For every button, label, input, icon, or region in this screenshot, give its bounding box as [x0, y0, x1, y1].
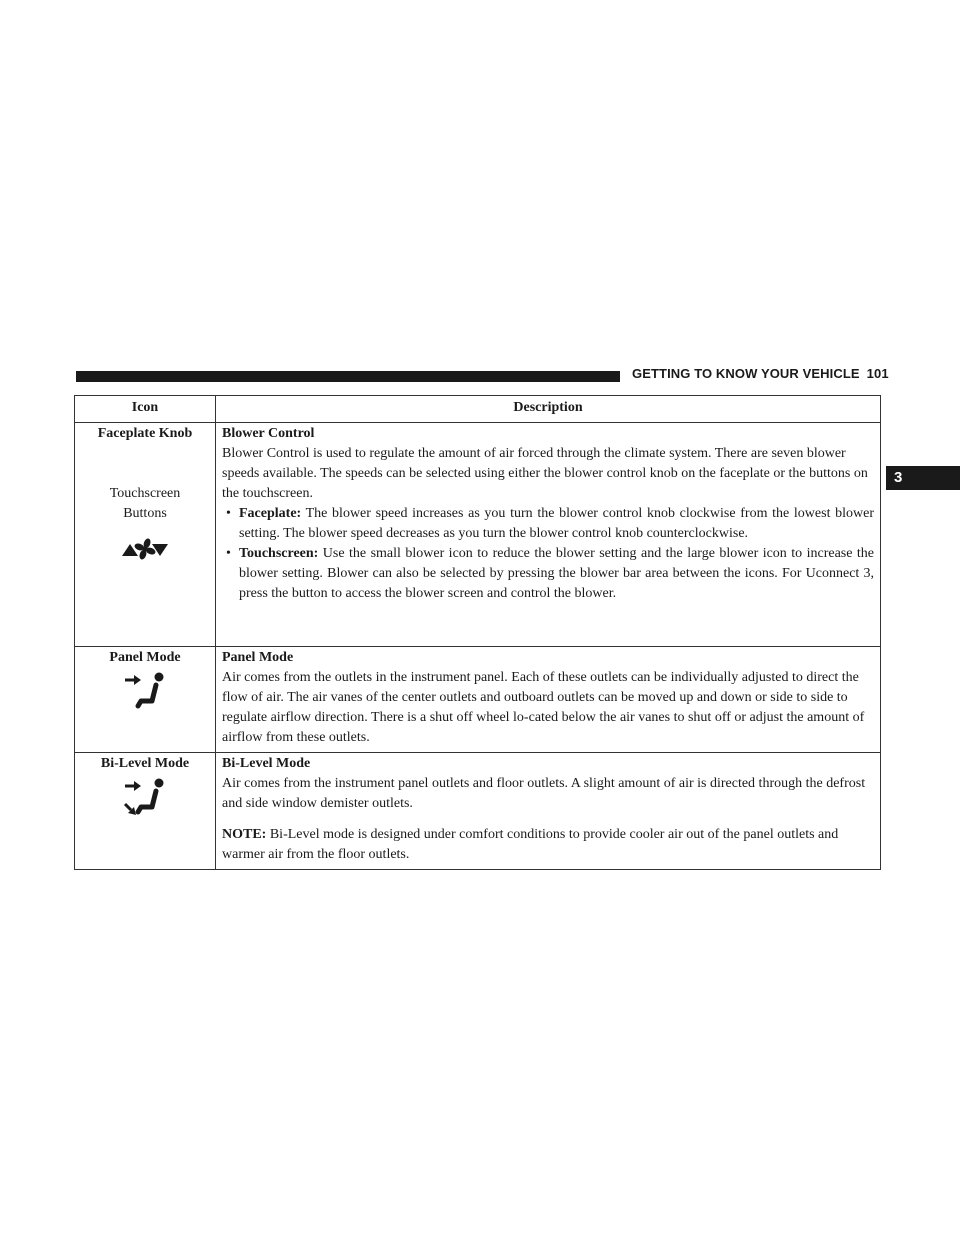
- bullet-item-faceplate: [222, 504, 874, 544]
- bullet-term: Faceplate:: [239, 506, 302, 521]
- bullet-list: [222, 504, 874, 604]
- icon-cell: [75, 647, 216, 753]
- description-body: Air comes from the instrument panel outlets and floor outlets. A slight amount of air is directed through the defrost and side window demister outlets.: [222, 776, 866, 811]
- bullet-term: Touchscreen:: [239, 546, 319, 561]
- panel-mode-icon: [119, 670, 171, 714]
- column-header-icon: Icon: [75, 396, 216, 423]
- table-header-row: [75, 396, 881, 423]
- bi-level-mode-icon: [119, 776, 171, 820]
- table-row-blower-control: [75, 423, 881, 647]
- description-title: Blower Control: [222, 426, 315, 441]
- description-intro: Blower Control is used to regulate the amount of air forced through the climate system. There are seven blower speeds available. The speeds can be selected using either the blower control knob on the faceplate or the buttons on the touchscreen.: [222, 446, 868, 501]
- description-body: Air comes from the outlets in the instrument panel. Each of these outlets can be individually adjusted to direct the flow of air. The air vanes of the center outlets and outboard outlets can be moved up and down or side to side to regulate airflow direction. There is a shut off wheel lo-cated below the air vanes to shut off or adjust the amount of airflow from these outlets.: [222, 670, 865, 745]
- header-rule-bar: [76, 371, 620, 382]
- page-number: 101: [866, 366, 889, 381]
- running-header: [632, 366, 889, 381]
- description-title: Bi-Level Mode: [222, 756, 311, 771]
- note-text: Bi-Level mode is designed under comfort conditions to provide cooler air out of the panel outlets and warmer air from the floor outlets.: [222, 827, 839, 862]
- description-cell: [216, 423, 881, 647]
- note-paragraph: [222, 825, 874, 865]
- column-header-description: Description: [216, 396, 881, 423]
- blower-fan-up-down-icon: [120, 536, 170, 560]
- note-label: NOTE:: [222, 827, 267, 842]
- climate-controls-table: [74, 395, 881, 870]
- bullet-text: Use the small blower icon to reduce the blower setting and the large blower icon to increase the blower setting. Blower can also be selected by pressing the blower bar area between the icons. For Uconnect 3, press the button to access the blower screen and control the blower.: [239, 546, 875, 601]
- icon-label-buttons: Buttons: [123, 506, 167, 521]
- chapter-tab: 3: [886, 466, 960, 490]
- icon-label-bi-level-mode: Bi-Level Mode: [100, 756, 190, 771]
- icon-label-faceplate-knob: Faceplate Knob: [97, 426, 193, 441]
- section-title: GETTING TO KNOW YOUR VEHICLE: [632, 366, 860, 381]
- bullet-text: The blower speed increases as you turn the blower control knob clockwise from the lowest blower setting. The blower speed decreases as you turn the blower control knob counterclockwise.: [239, 506, 874, 541]
- table-row-panel-mode: [75, 647, 881, 753]
- icon-cell: [75, 423, 216, 647]
- description-cell: [216, 647, 881, 753]
- icon-label-panel-mode: Panel Mode: [109, 650, 181, 665]
- description-cell: [216, 753, 881, 870]
- icon-label-touchscreen: Touchscreen: [109, 486, 181, 501]
- description-title: Panel Mode: [222, 650, 294, 665]
- bullet-item-touchscreen: [222, 544, 874, 604]
- table-row-bi-level-mode: [75, 753, 881, 870]
- icon-cell: [75, 753, 216, 870]
